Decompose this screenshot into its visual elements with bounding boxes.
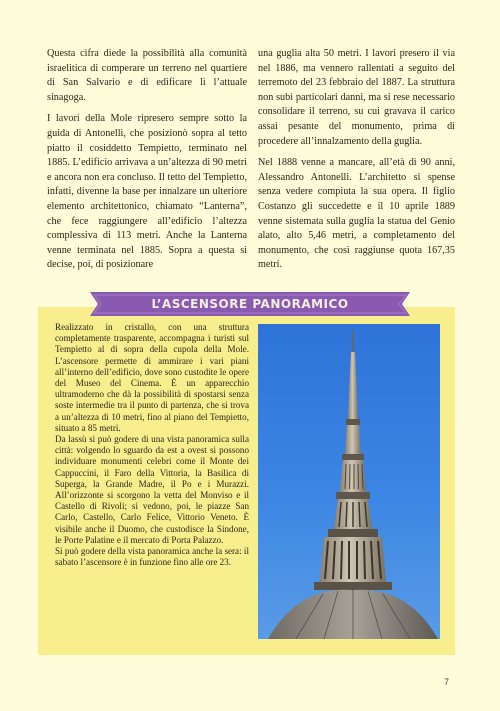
left-text-column	[47, 47, 247, 280]
section-banner	[90, 292, 410, 316]
paragraph: Nel 1888 venne a mancare, all’età di 90 anni, Alessandro Antonelli. L’architetto si spense senza vedere compiuta la sua opera. Il figlio Costanzo gli succedette e il 10 aprile 1889 venne sistemata sulla guglia la statua del Genio alato, alto 5,46 metri, a completamento del monumento, che così raggiunse quota 167,35 metri.	[258, 157, 455, 271]
box-paragraph: Si può godere della vista panoramica anche la sera: il sabato l’ascensore è in funzione fino alle ore 23.	[55, 546, 249, 568]
mole-antonelliana-spire-icon	[258, 324, 440, 639]
mole-antonelliana-photo	[258, 324, 440, 639]
paragraph: Questa cifra diede la possibilità alla comunità israelitica di comperare un terreno nel quartiere di San Salvario e di edificare lì l’attuale sinagoga.	[47, 48, 247, 103]
paragraph: I lavori della Mole ripresero sempre sotto la guida di Antonelli, che posizionò sopra al tetto piatto il cosiddetto Tempietto, terminato nel 1885. L’edificio arrivava a un’altezza di 90 metri e ancora non era concluso. Il tetto del Tempietto, infatti, divenne la base per innalzare un ulteriore elemento architettonico, chiamato “Lanterna”, che fece raggiungere all’edificio l’altezza complessiva di 113 metri. Anche la Lanterna venne terminata nel 1885. Sopra a questa si decise, poi, di posizionare	[47, 113, 247, 271]
banner-title: L’ASCENSORE PANORAMICO	[151, 297, 349, 311]
box-paragraph: Realizzato in cristallo, con una struttura completamente trasparente, accompagna i turisti sul Tempietto al di sopra della cupola della Mole. L’ascensore permette di ammirare i vari piani all’interno dell’edificio, dove sono custodite le opere del Museo del Cinema. È un apparecchio ultramoderno che dà la possibilità di spostarsi senza soste intermedie tra il punto di partenza, che si trova a un’altezza di 10 metri, fino al piano del Tempietto, situato a 85 metri.	[55, 322, 249, 433]
paragraph: una guglia alta 50 metri. I lavori presero il via nel 1886, ma vennero rallentati a seguito del terremoto del 23 febbraio del 1887. La struttura non subì particolari danni, ma si rese necessario consolidare il terreno, su cui gravava il carico assai pesante del monumento, prima di procedere all’innalzamento della guglia.	[258, 48, 455, 147]
box-paragraph: Da lassù si può godere di una vista panoramica sulla città: volgendo lo sguardo da est a ovest si possono individuare monumenti celebri come il Monte dei Cappuccini, il Faro della Vittoria, la Basilica di Superga, la Grande Madre, il Po e i Murazzi. All’orizzonte si scorgono la vetta del Monviso e il Castello di Rivoli; si vedono, poi, le piazze San Carlo, Castello, Carlo Felice, Vittorio Veneto. È visibile anche il Duomo, che custodisce la Sindone, le Porte Palatine e il mercato di Porta Palazzo.	[55, 434, 249, 545]
right-text-column	[258, 47, 455, 280]
page-number: 7	[444, 677, 450, 687]
box-text	[55, 322, 249, 568]
